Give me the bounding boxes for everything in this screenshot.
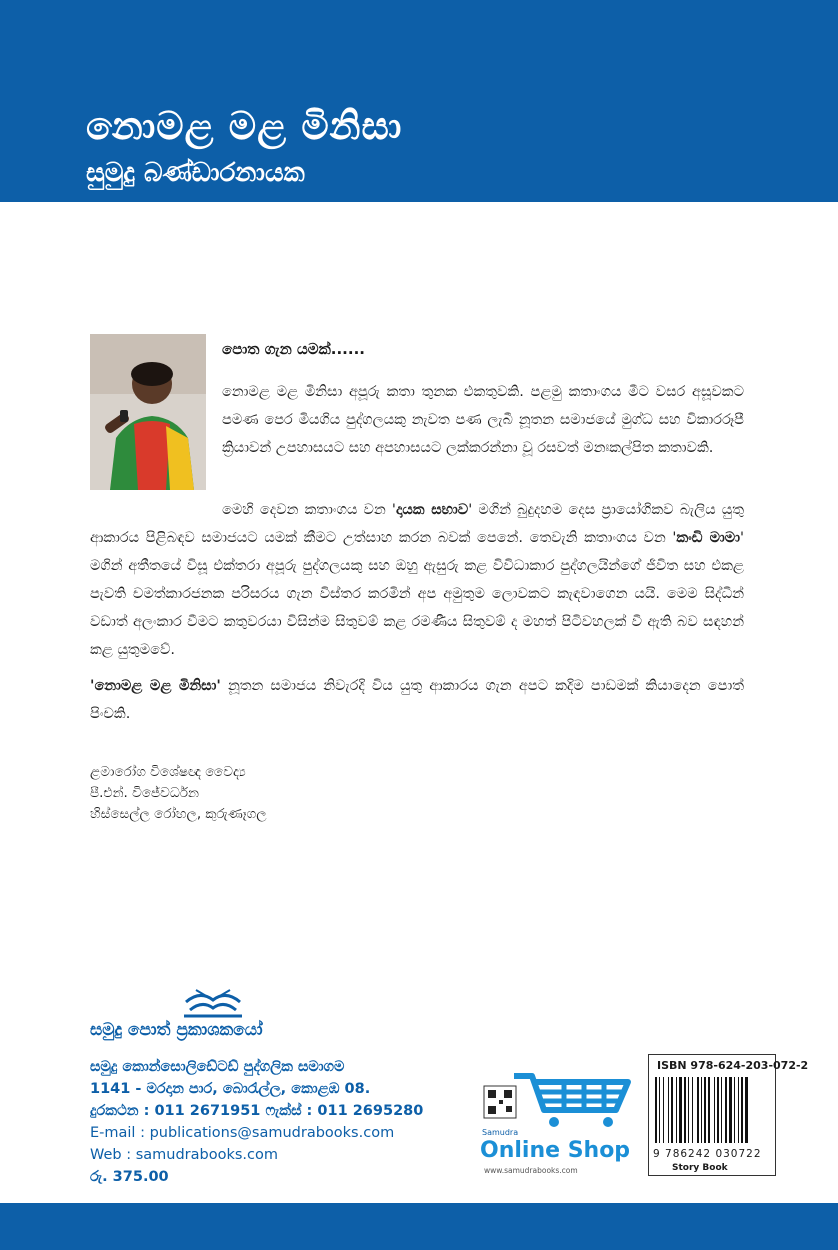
p2-text-b: ' මගින් බුදුදහම දෙස ප්‍රායෝගිකව බැලිය යුතු ආකාරය පිළිබඳව සමාජයට යමක් කීමට උත්සාහ කරන බවක් පෙනේ. තෙවැනි කතාංගය වන ' <box>90 502 745 546</box>
p3-text: නූතන සමාජය නිවැරදි විය යුතු ආකාරය ගැන අපට කදිම පාඩමක් කියාදෙන පොත් පිංචකි. <box>90 678 744 722</box>
shop-url: www.samudrabooks.com <box>484 1166 578 1175</box>
barcode-graphic <box>653 1077 771 1145</box>
open-book-icon <box>182 984 244 1020</box>
reviewer-signature <box>90 762 267 825</box>
online-shop-badge <box>480 1070 636 1180</box>
about-paragraph-1: නොමළ මළ මිනිසා අපූරු කතා තුනක එකතුවකි. පළමු කතාංගය මීට වසර අසූවකට පමණ පෙර මියගිය පුද්ගලයකු නැවත පණ ලැබී නූතන සමාජයේ මුග්ධ සහ විකාරරූපී ක්‍රියාවන් උපහාසයට සහ අපහාසයට ලක්කරන්නා වූ රසවත් මනඃකල්පිත කතාවකි. <box>222 384 744 456</box>
reviewer-affiliation: හිස්සෙල්ල රෝහල, කුරුණෑගල <box>90 806 267 822</box>
book-author: සුමුදු බණ්ඩාරනායක <box>86 158 305 188</box>
bottom-color-band <box>0 1203 838 1250</box>
company-name: සමුදු කොන්සොලිඩේටඩ් පුද්ගලික සමාගම <box>90 1059 345 1075</box>
company-address: 1141 - මරදාන පාර, බොරැල්ල, කොළඹ 08. <box>90 1081 371 1097</box>
isbn-digits: 9 786242 030722 <box>653 1148 762 1160</box>
publisher-contact <box>90 1056 423 1188</box>
shopping-cart-icon <box>480 1070 636 1130</box>
publisher-book-logo <box>182 984 244 1024</box>
isbn-number: ISBN 978-624-203-072-2 <box>657 1059 809 1072</box>
shop-label: Online Shop <box>480 1138 631 1163</box>
company-web: Web : samudrabooks.com <box>90 1147 278 1163</box>
p2-bold-2: කංඩි මාමා <box>676 530 740 546</box>
book-category: Story Book <box>672 1163 728 1173</box>
company-phone: දුරකථන : 011 2671951 ෆැක්ස් : 011 2695280 <box>90 1103 424 1119</box>
about-paragraph-2 <box>90 496 744 664</box>
p2-text-c: ' මගින් අතීතයේ විසූ එක්තරා අපූරු පුද්ගලයකු සහ ඔහු ඇසුරු කළ විවිධාකාර පුද්ගලයින්ගේ ජීවිත සහ එකළ පැවති චමත්කාරජනක පරිසරය ගැන විස්තර කරමින් අප අමුතුම ලොවකට කැඳවාගෙන යයි. මෙම සිද්ධීන් වඩාත් අලංකාර වීමට කතුවරයා විසින්ම සිතුවම් කළ රමණීය සිතුවම් ද මහත් පිටිවහලක් වී ඇති බව සඳහන් කළ යුතුමවේ. <box>90 530 744 658</box>
reviewer-title: ළමාරෝග විශේෂඥ වෛද්‍ය <box>90 764 246 780</box>
about-heading: පොත ගැන යමක්...... <box>222 340 365 358</box>
reviewer-name: පී.එන්. විජේවර්ධන <box>90 785 199 801</box>
p2-bold-1: දායක සභාව <box>395 502 469 518</box>
company-email: E-mail : publications@samudrabooks.com <box>90 1125 395 1141</box>
book-title: නොමළ මළ මිනිසා <box>86 104 403 148</box>
p2-text-a: මෙහි දෙවන කතාංගය වන ' <box>222 502 396 518</box>
publisher-name: සමුදු පොත් ප්‍රකාශකයෝ <box>90 1020 263 1040</box>
author-photo <box>90 334 206 490</box>
about-paragraph-3 <box>90 672 744 728</box>
p3-bold: 'නොමළ මළ මිනිසා' <box>90 678 221 694</box>
isbn-barcode-box <box>648 1054 809 1176</box>
book-price: රු. 375.00 <box>90 1169 169 1185</box>
author-photo-illustration <box>90 334 206 490</box>
shop-brand: Samudra <box>482 1128 519 1137</box>
